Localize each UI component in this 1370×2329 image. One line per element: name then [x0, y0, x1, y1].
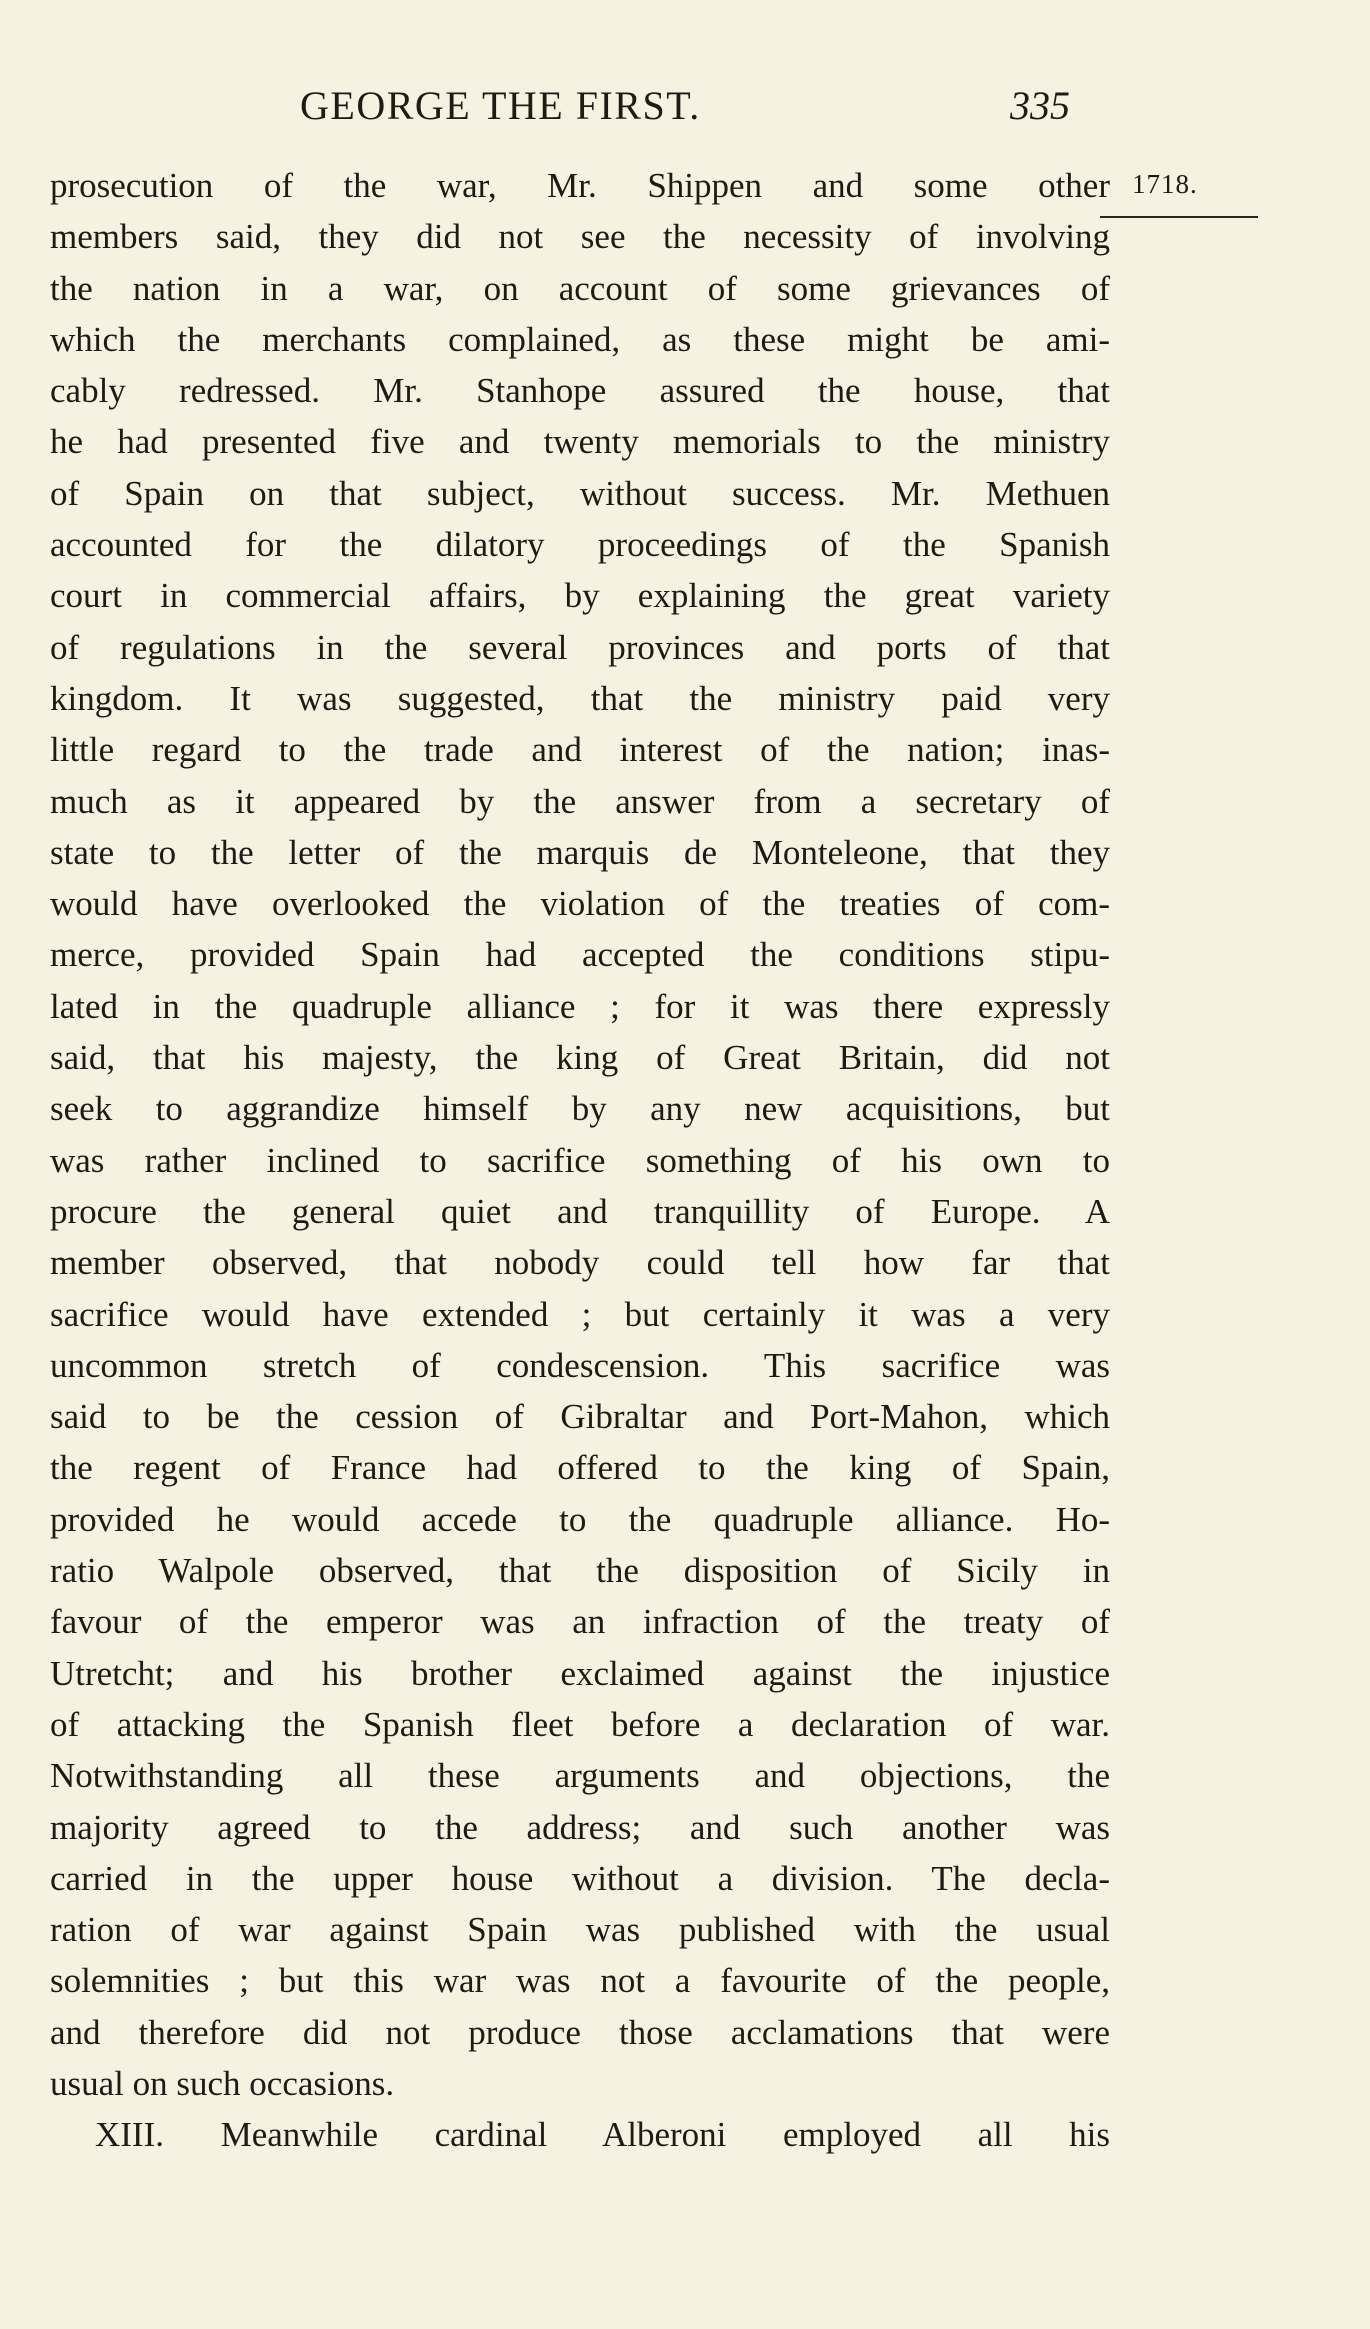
text-line: said to be the cession of Gibraltar and Port-Mahon, which [50, 1397, 1110, 1437]
text-line: little regard to the trade and interest of the nation; inas- [50, 730, 1110, 770]
text-line: merce, provided Spain had accepted the conditions stipu- [50, 935, 1110, 975]
margin-note [1132, 160, 1258, 208]
text-line: Utretcht; and his brother exclaimed against the injustice [50, 1653, 1110, 1693]
text-line: favour of the emperor was an infraction of the treaty of [50, 1602, 1110, 1642]
text-line: solemnities ; but this war was not a favourite of the people, [50, 1961, 1110, 2001]
text-line: uncommon stretch of condescension. This sacrifice was [50, 1345, 1110, 1385]
text-line: court in commercial affairs, by explaining the great variety [50, 576, 1110, 616]
text-line: lated in the quadruple alliance ; for it was there expressly [50, 986, 1110, 1026]
text-line: accounted for the dilatory proceedings of the Spanish [50, 525, 1110, 565]
text-line: the regent of France had offered to the king of Spain, [50, 1448, 1110, 1488]
text-line: ration of war against Spain was published with the usual [50, 1910, 1110, 1950]
text-line: much as it appeared by the answer from a secretary of [50, 781, 1110, 821]
text-line: cably redressed. Mr. Stanhope assured the house, that [50, 371, 1110, 411]
text-line: was rather inclined to sacrifice something of his own to [50, 1140, 1110, 1180]
text-line: and therefore did not produce those acclamations that were [50, 2012, 1110, 2052]
text-line: carried in the upper house without a division. The decla- [50, 1858, 1110, 1898]
text-line: would have overlooked the violation of the treaties of com- [50, 884, 1110, 924]
text-line: member observed, that nobody could tell how far that [50, 1243, 1110, 1283]
text-line: said, that his majesty, the king of Great Britain, did not [50, 1038, 1110, 1078]
running-title: GEORGE THE FIRST. [300, 83, 701, 128]
text-line: seek to aggrandize himself by any new acquisitions, but [50, 1089, 1110, 1129]
text-line: of attacking the Spanish fleet before a declaration of war. [50, 1704, 1110, 1744]
text-line: of Spain on that subject, without success. Mr. Methuen [50, 473, 1110, 513]
text-line: majority agreed to the address; and such another was [50, 1807, 1110, 1847]
text-line: members said, they did not see the necessity of involving [50, 217, 1110, 257]
text-line: sacrifice would have extended ; but certainly it was a very [50, 1294, 1110, 1334]
section-opening-line: XIII. Meanwhile cardinal Alberoni employed all his [95, 2115, 1110, 2155]
text-line: prosecution of the war, Mr. Shippen and some other [50, 166, 1110, 205]
text-line: state to the letter of the marquis de Monteleone, that they [50, 832, 1110, 872]
page-number: 335 [1010, 83, 1070, 128]
text-line: procure the general quiet and tranquillity of Europe. A [50, 1191, 1110, 1231]
text-line: ratio Walpole observed, that the disposition of Sicily in [50, 1551, 1110, 1591]
text-line: provided he would accede to the quadruple alliance. Ho- [50, 1499, 1110, 1539]
body-text [50, 160, 1110, 2161]
text-line: kingdom. It was suggested, that the ministry paid very [50, 678, 1110, 718]
text-line: usual on such occasions. [50, 2063, 395, 2103]
text-line: he had presented five and twenty memorials to the ministry [50, 422, 1110, 462]
text-line: of regulations in the several provinces and ports of that [50, 627, 1110, 667]
text-line: the nation in a war, on account of some grievances of [50, 268, 1110, 308]
text-line: Notwithstanding all these arguments and objections, the [50, 1756, 1110, 1796]
margin-rule [1100, 216, 1258, 218]
margin-year: 1718. [1132, 169, 1198, 199]
text-line: which the merchants complained, as these might be ami- [50, 319, 1110, 359]
running-head [40, 78, 1090, 134]
